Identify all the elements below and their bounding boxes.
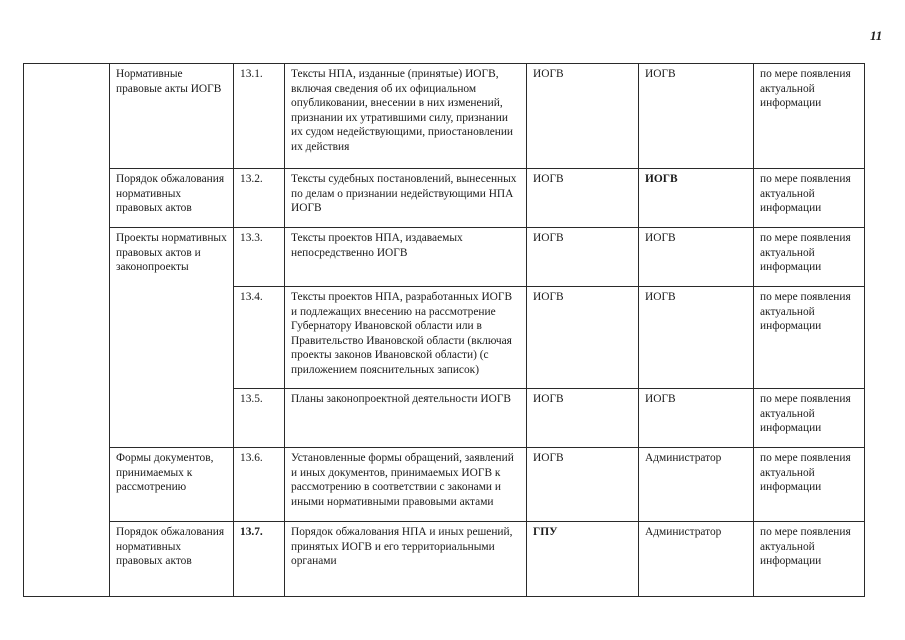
document-description: Тексты проектов НПА, издаваемых непосредственно ИОГВ [285,228,527,287]
section-name: Проекты нормативных правовых актов и законопроекты [110,228,234,448]
responsible-body: ИОГВ [527,64,639,169]
update-term: по мере появления актуальной информации [754,228,865,287]
update-term: по мере появления актуальной информации [754,522,865,597]
document-description: Тексты проектов НПА, разработанных ИОГВ и подлежащих внесению на рассмотрение Губернатору Ивановской области или в Правительство Ивановской области (включая проекты законов Ивановской области) (с приложением пояснительных записок) [285,287,527,389]
administrator: ИОГВ [639,169,754,228]
document-description: Тексты судебных постановлений, вынесенных по делам о признании недействующими НПА ИОГВ [285,169,527,228]
document-description: Установленные формы обращений, заявлений и иных документов, принимаемых ИОГВ к рассмотрению в соответствии с законами и иными нормативными правовыми актами [285,448,527,522]
item-number: 13.3. [234,228,285,287]
update-term: по мере появления актуальной информации [754,448,865,522]
administrator: ИОГВ [639,287,754,389]
page-number: 11 [870,28,883,43]
responsible-body: ИОГВ [527,228,639,287]
table-row [24,522,865,597]
document-description: Тексты НПА, изданные (принятые) ИОГВ, включая сведения об их официальном опубликовании, внесении в них изменений, признании их утратившими силу, признании их судом недействующими, приостановлении их действия [285,64,527,169]
item-number: 13.6. [234,448,285,522]
section-name: Порядок обжалования нормативных правовых актов [110,169,234,228]
table-row [24,448,865,522]
administrator: ИОГВ [639,228,754,287]
update-term: по мере появления актуальной информации [754,389,865,448]
responsible-body: ГПУ [527,522,639,597]
item-number: 13.7. [234,522,285,597]
publication-table [23,63,865,597]
administrator: ИОГВ [639,389,754,448]
item-number: 13.2. [234,169,285,228]
table-row [24,169,865,228]
item-number: 13.4. [234,287,285,389]
administrator: Администратор [639,522,754,597]
section-name: Формы документов, принимаемых к рассмотрению [110,448,234,522]
update-term: по мере появления актуальной информации [754,169,865,228]
table-row [24,228,865,287]
update-term: по мере появления актуальной информации [754,287,865,389]
responsible-body: ИОГВ [527,448,639,522]
responsible-body: ИОГВ [527,389,639,448]
responsible-body: ИОГВ [527,287,639,389]
administrator: ИОГВ [639,64,754,169]
responsible-body: ИОГВ [527,169,639,228]
item-number: 13.1. [234,64,285,169]
item-number: 13.5. [234,389,285,448]
document-description: Порядок обжалования НПА и иных решений, принятых ИОГВ и его территориальными органами [285,522,527,597]
section-name: Нормативные правовые акты ИОГВ [110,64,234,169]
blank-left-column [24,64,110,597]
update-term: по мере появления актуальной информации [754,64,865,169]
section-name: Порядок обжалования нормативных правовых актов [110,522,234,597]
document-description: Планы законопроектной деятельности ИОГВ [285,389,527,448]
table-row [24,64,865,169]
administrator: Администратор [639,448,754,522]
